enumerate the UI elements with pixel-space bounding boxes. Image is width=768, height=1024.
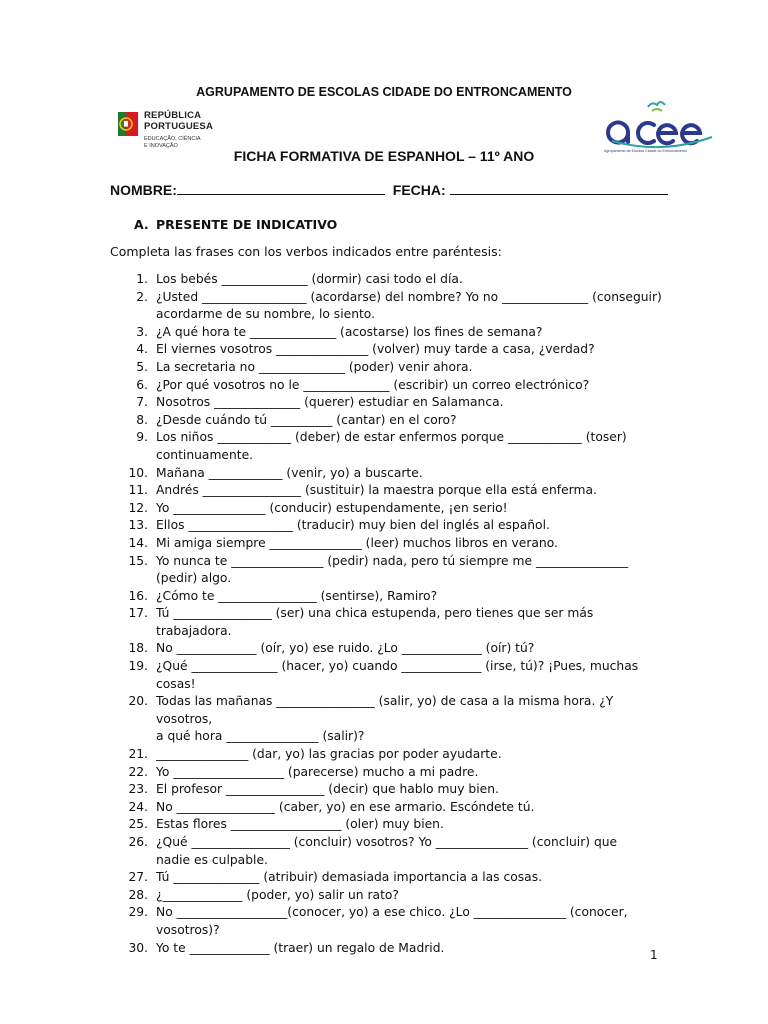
exercise-text-line: Ellos _________________ (traducir) muy bien del inglés al español. bbox=[156, 518, 550, 533]
exercise-number: 25. bbox=[128, 817, 148, 832]
exercise-text-line: No __________________(conocer, yo) a ese chico. ¿Lo _______________ (conocer, bbox=[156, 905, 628, 920]
exercise-item bbox=[110, 271, 670, 289]
exercise-item bbox=[110, 781, 670, 799]
exercise-text-line: Mi amiga siempre _______________ (leer) muchos libros en verano. bbox=[156, 535, 558, 550]
section-title: PRESENTE DE INDICATIVO bbox=[156, 217, 338, 232]
exercise-text-line: Tú ________________ (ser) una chica estupenda, pero tienes que ser más trabajadora. bbox=[156, 606, 594, 638]
exercise-number: 17. bbox=[128, 606, 148, 621]
exercise-item bbox=[110, 429, 670, 464]
exercise-text-line: No _____________ (oír, yo) ese ruido. ¿Lo _____________ (oír) tú? bbox=[156, 641, 535, 656]
exercise-text-line: Yo _______________ (conducir) estupendamente, ¡en serio! bbox=[156, 500, 508, 515]
exercise-item bbox=[110, 887, 670, 905]
exercise-number: 7. bbox=[136, 395, 148, 410]
exercise-item bbox=[110, 904, 670, 939]
exercise-item bbox=[110, 553, 670, 588]
exercise-text-line: Mañana ____________ (venir, yo) a buscarte. bbox=[156, 465, 423, 480]
exercise-text-line: ¿Cómo te ________________ (sentirse), Ramiro? bbox=[156, 588, 438, 603]
exercise-item bbox=[110, 465, 670, 483]
exercise-text-line: El profesor ________________ (decir) que hablo muy bien. bbox=[156, 782, 499, 797]
exercise-text-line: Nosotros ______________ (querer) estudiar en Salamanca. bbox=[156, 395, 504, 410]
exercise-text-line: Estas flores __________________ (oler) muy bien. bbox=[156, 817, 444, 832]
exercise-text-line: cosas! bbox=[156, 676, 196, 691]
exercise-item bbox=[110, 341, 670, 359]
name-date-row bbox=[110, 182, 668, 198]
exercise-text-line: ¿A qué hora te ______________ (acostarse) los fines de semana? bbox=[156, 324, 543, 339]
exercise-number: 6. bbox=[136, 377, 148, 392]
exercise-number: 29. bbox=[128, 905, 148, 920]
exercise-number: 19. bbox=[128, 659, 148, 674]
exercise-text-line: vosotros)? bbox=[156, 922, 220, 937]
section-letter: A. bbox=[134, 217, 149, 232]
aece-wordmark-icon bbox=[604, 97, 714, 149]
exercise-item bbox=[110, 359, 670, 377]
exercise-text-line: La secretaria no ______________ (poder) venir ahora. bbox=[156, 359, 473, 374]
exercise-item bbox=[110, 640, 670, 658]
exercise-text-line: ¿Por qué vosotros no le ______________ (escribir) un correo electrónico? bbox=[156, 377, 590, 392]
exercise-number: 4. bbox=[136, 342, 148, 357]
name-field[interactable] bbox=[177, 182, 385, 195]
exercise-text-line: a qué hora _______________ (salir)? bbox=[156, 729, 365, 744]
exercise-text-line: Yo __________________ (parecerse) mucho a mi padre. bbox=[156, 764, 479, 779]
exercise-number: 1. bbox=[136, 272, 148, 286]
exercise-text-line: Yo nunca te _______________ (pedir) nada, pero tú siempre me _______________ bbox=[156, 553, 629, 568]
exercise-item bbox=[110, 764, 670, 782]
exercise-text-line: ¿Usted _________________ (acordarse) del nombre? Yo no ______________ (conseguir) bbox=[156, 289, 662, 304]
exercise-item bbox=[110, 289, 670, 324]
exercise-item bbox=[110, 746, 670, 764]
name-label: NOMBRE: bbox=[110, 182, 177, 198]
instruction-text: Completa las frases con los verbos indicados entre paréntesis: bbox=[110, 244, 502, 259]
exercise-text-line: Andrés ________________ (sustituir) la maestra porque ella está enferma. bbox=[156, 483, 597, 498]
date-field[interactable] bbox=[450, 182, 668, 195]
exercise-number: 18. bbox=[128, 641, 148, 656]
exercise-text-line: ¿Desde cuándo tú __________ (cantar) en el coro? bbox=[156, 412, 457, 427]
exercise-item bbox=[110, 324, 670, 342]
exercise-text-line: nadie es culpable. bbox=[156, 852, 268, 867]
exercise-number: 11. bbox=[128, 483, 148, 498]
exercise-number: 14. bbox=[128, 535, 148, 550]
exercise-text-line: Los niños ____________ (deber) de estar enfermos porque ____________ (toser) bbox=[156, 430, 627, 445]
portuguese-flag-emblem-icon bbox=[118, 110, 140, 138]
exercise-number: 8. bbox=[136, 412, 148, 427]
exercise-item bbox=[110, 816, 670, 834]
exercise-number: 30. bbox=[128, 940, 148, 955]
exercise-text-line: continuamente. bbox=[156, 447, 254, 462]
exercise-item bbox=[110, 377, 670, 395]
exercise-number: 22. bbox=[128, 764, 148, 779]
exercise-number: 12. bbox=[128, 500, 148, 515]
worksheet-title: FICHA FORMATIVA DE ESPANHOL – 11º ANO bbox=[233, 148, 535, 164]
exercise-text-line: No ________________ (caber, yo) en ese armario. Escóndete tú. bbox=[156, 799, 535, 814]
exercise-number: 21. bbox=[128, 747, 148, 762]
exercise-item bbox=[110, 500, 670, 518]
exercise-item bbox=[110, 412, 670, 430]
exercise-item bbox=[110, 517, 670, 535]
exercise-number: 20. bbox=[128, 694, 148, 709]
exercise-item bbox=[110, 940, 670, 958]
exercise-text-line: Tú ______________ (atribuir) demasiada importancia a las cosas. bbox=[156, 870, 543, 885]
exercise-item bbox=[110, 535, 670, 553]
ministry-line-1: EDUCAÇÃO, CIÊNCIA bbox=[144, 136, 201, 142]
exercise-item bbox=[110, 799, 670, 817]
exercise-number: 15. bbox=[128, 553, 148, 568]
exercise-item bbox=[110, 588, 670, 606]
exercise-number: 24. bbox=[128, 799, 148, 814]
page-number: 1 bbox=[650, 948, 658, 962]
exercise-text-line: (pedir) algo. bbox=[156, 571, 232, 586]
exercise-text-line: ¿Qué ______________ (hacer, yo) cuando _____________ (irse, tú)? ¡Pues, muchas bbox=[156, 659, 639, 674]
exercise-text-line: Yo te _____________ (traer) un regalo de Madrid. bbox=[156, 940, 445, 955]
exercise-item bbox=[110, 869, 670, 887]
exercise-text-line: Todas las mañanas ________________ (salir, yo) de casa a la misma hora. ¿Y vosotros, bbox=[156, 694, 614, 726]
exercise-number: 23. bbox=[128, 782, 148, 797]
exercise-item bbox=[110, 605, 670, 640]
exercise-text-line: acordarme de su nombre, lo siento. bbox=[156, 307, 376, 322]
exercise-item bbox=[110, 658, 670, 693]
exercise-number: 27. bbox=[128, 870, 148, 885]
exercise-number: 2. bbox=[136, 289, 148, 304]
exercise-number: 28. bbox=[128, 887, 148, 902]
exercise-list bbox=[110, 271, 670, 957]
exercise-item bbox=[110, 394, 670, 412]
exercise-item bbox=[110, 693, 670, 746]
exercise-text-line: _______________ (dar, yo) las gracias por poder ayudarte. bbox=[156, 747, 502, 762]
date-label: FECHA: bbox=[392, 182, 446, 198]
exercise-text-line: El viernes vosotros _______________ (volver) muy tarde a casa, ¿verdad? bbox=[156, 342, 595, 357]
exercise-text-line: Los bebés ______________ (dormir) casi todo el día. bbox=[156, 272, 463, 286]
school-name: AGRUPAMENTO DE ESCOLAS CIDADE DO ENTRONCAMENTO bbox=[196, 85, 572, 99]
exercise-text-line: ¿_____________ (poder, yo) salir un rato? bbox=[156, 887, 399, 902]
exercise-item bbox=[110, 482, 670, 500]
portuguesa-text: PORTUGUESA bbox=[144, 120, 214, 132]
exercise-number: 10. bbox=[128, 465, 148, 480]
republica-text: REPÚBLICA bbox=[144, 110, 202, 121]
exercise-number: 13. bbox=[128, 518, 148, 533]
exercise-number: 3. bbox=[136, 324, 148, 339]
exercise-text-line: ¿Qué ________________ (concluir) vosotros? Yo _______________ (concluir) que bbox=[156, 835, 618, 849]
exercise-number: 26. bbox=[128, 835, 148, 849]
exercise-number: 5. bbox=[136, 359, 148, 374]
section-heading bbox=[134, 217, 337, 232]
exercise-number: 9. bbox=[136, 430, 148, 445]
exercise-item bbox=[110, 834, 670, 869]
exercise-number: 16. bbox=[128, 588, 148, 603]
aece-subtitle: Agrupamento de Escolas Cidade do Entroncamento bbox=[604, 149, 687, 153]
ministry-line-2: E INOVAÇÃO bbox=[144, 142, 178, 149]
